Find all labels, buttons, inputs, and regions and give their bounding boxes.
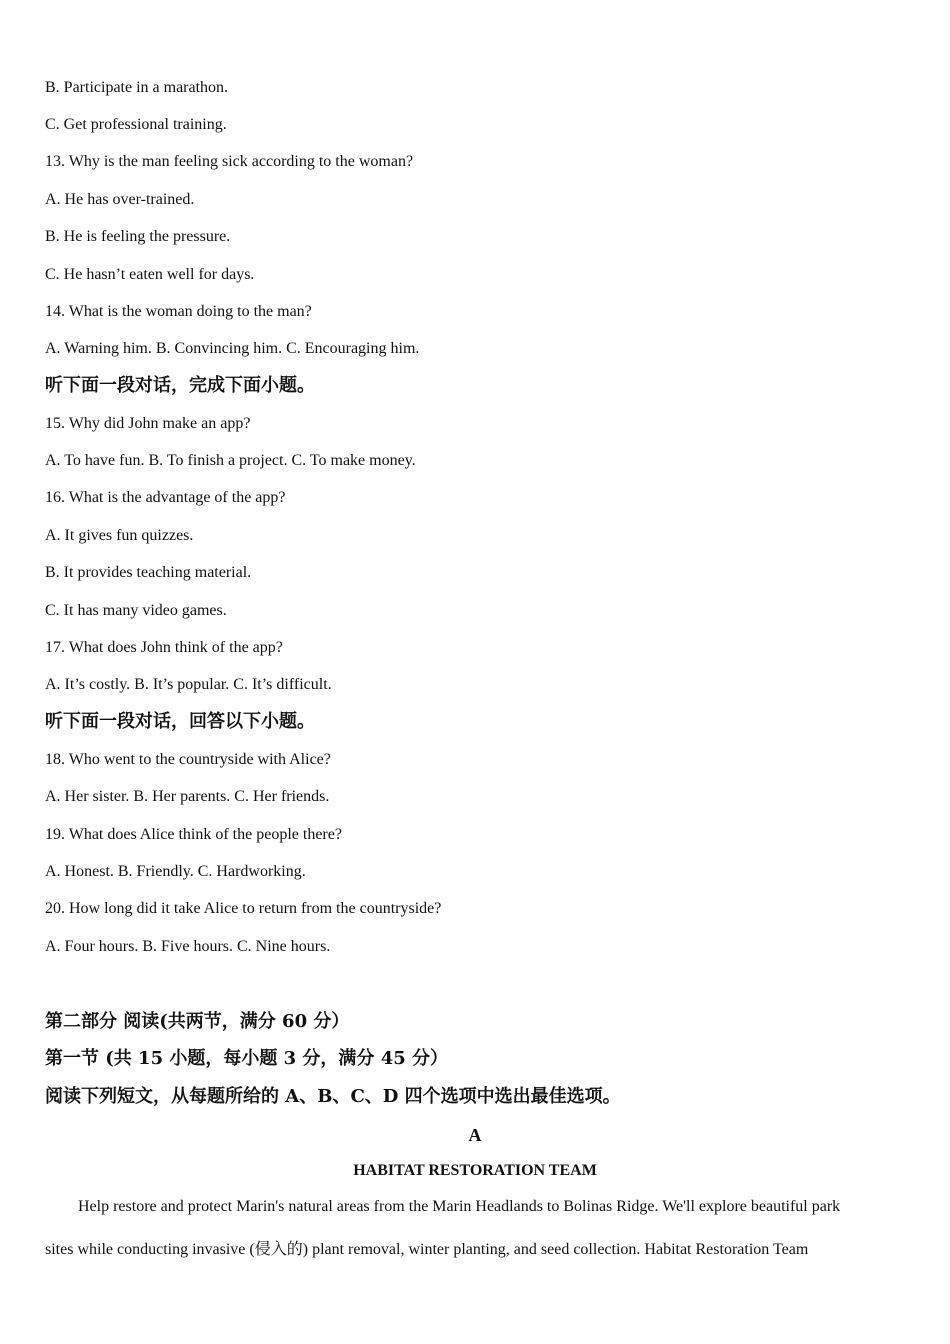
question-line: 14. What is the woman doing to the man?	[45, 303, 312, 320]
option-line: C. He hasn’t eaten well for days.	[45, 266, 255, 283]
option-line: C. It has many video games.	[45, 602, 227, 619]
question-line: 20. How long did it take Alice to return from the countryside?	[45, 900, 442, 917]
question-line: 19. What does Alice think of the people there?	[45, 826, 342, 843]
part-title: 第二部分 阅读(共两节，满分 60 分）	[45, 1011, 350, 1032]
question-line: 13. Why is the man feeling sick according to the woman?	[45, 153, 414, 170]
passage-letter: A	[468, 1125, 482, 1145]
option-line: A. To have fun. B. To finish a project. C. To make money.	[45, 452, 416, 469]
listening-instruction: 听下面一段对话，完成下面小题。	[45, 375, 315, 396]
question-line: 16. What is the advantage of the app?	[45, 489, 286, 506]
section-subtitle: 第一节 (共 15 小题，每小题 3 分，满分 45 分）	[45, 1048, 449, 1069]
question-line: 17. What does John think of the app?	[45, 639, 283, 656]
option-line: A. Four hours. B. Five hours. C. Nine hours.	[45, 938, 331, 955]
option-line: B. It provides teaching material.	[45, 564, 252, 581]
option-line: A. He has over-trained.	[45, 191, 195, 208]
option-line: B. He is feeling the pressure.	[45, 228, 231, 245]
passage-line: sites while conducting invasive (侵入的) plant removal, winter planting, and seed collection. Habitat Restoration Team	[45, 1241, 809, 1258]
question-line: 15. Why did John make an app?	[45, 415, 251, 432]
passage-title: HABITAT RESTORATION TEAM	[353, 1162, 597, 1179]
option-line: C. Get professional training.	[45, 116, 227, 133]
option-line: B. Participate in a marathon.	[45, 79, 229, 96]
question-line: 18. Who went to the countryside with Alice?	[45, 751, 331, 768]
option-line: A. It’s costly. B. It’s popular. C. It’s difficult.	[45, 676, 332, 693]
passage-line: Help restore and protect Marin's natural areas from the Marin Headlands to Bolinas Ridge. We'll explore beautiful park	[78, 1198, 841, 1215]
option-line: A. Her sister. B. Her parents. C. Her friends.	[45, 788, 330, 805]
option-line: A. Honest. B. Friendly. C. Hardworking.	[45, 863, 306, 880]
listening-instruction: 听下面一段对话，回答以下小题。	[45, 711, 315, 732]
option-line: A. Warning him. B. Convincing him. C. Encouraging him.	[45, 340, 420, 357]
option-line: A. It gives fun quizzes.	[45, 527, 194, 544]
reading-instruction: 阅读下列短文，从每题所给的 A、B、C、D 四个选项中选出最佳选项。	[45, 1086, 621, 1107]
